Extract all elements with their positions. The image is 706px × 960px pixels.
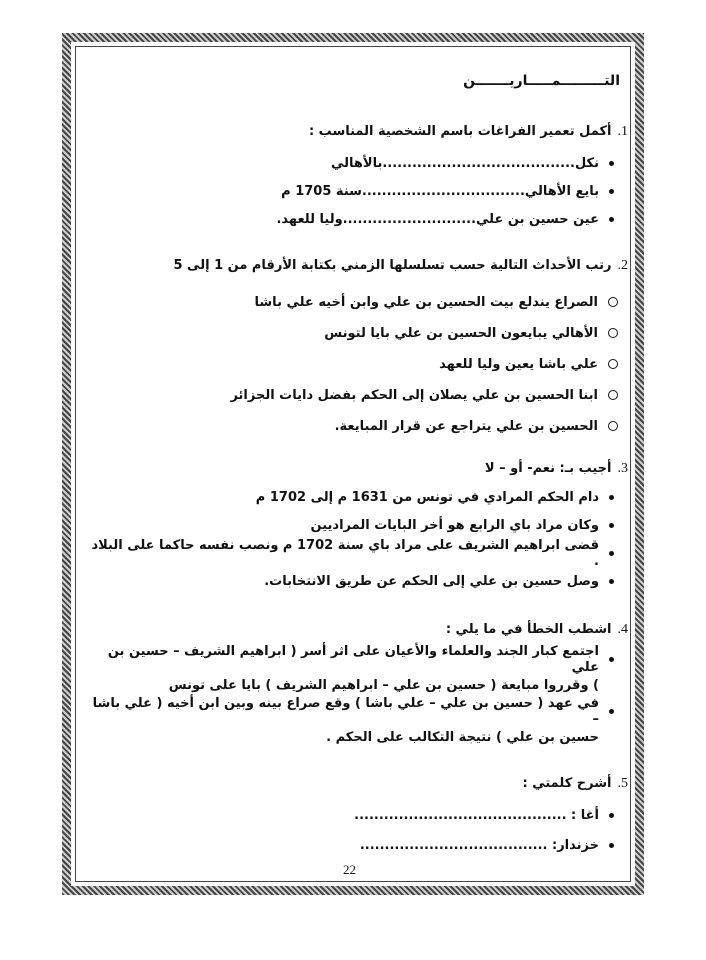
- page-number: 22: [343, 862, 356, 877]
- question-4-list: [88, 644, 628, 751]
- circle-icon: [608, 297, 618, 307]
- question-2-list: [88, 287, 628, 442]
- question-1: [88, 124, 628, 234]
- circle-icon: [608, 421, 618, 431]
- question-5: [88, 776, 628, 861]
- question-number: 1.: [617, 124, 628, 139]
- question-1-list: [88, 150, 628, 234]
- list-item: بايع الأهالي.................................سنة 1705 م: [88, 178, 628, 206]
- question-3-list: [88, 484, 628, 596]
- bullet-icon: [609, 161, 614, 166]
- bullet-icon: [609, 523, 614, 528]
- list-item-continuation: حسين بن علي ) نتيجة التكالب على الحكم .: [326, 730, 599, 745]
- list-item: عين حسين بن علي...........................وليا للعهد.: [88, 206, 628, 234]
- question-2: [88, 258, 628, 442]
- list-item: الأهالي يبايعون الحسين بن علي بايا لتونس: [88, 318, 628, 349]
- bullet-icon: [609, 709, 614, 714]
- list-item: خزندار: ......................................: [88, 831, 628, 861]
- worksheet-content: [88, 58, 628, 888]
- question-number: 4.: [617, 622, 628, 637]
- question-prompt: أشرح كلمتي :: [522, 776, 612, 791]
- bullet-icon: [609, 813, 614, 818]
- list-item: قضى ابراهيم الشريف على مراد باي سنة 1702 م ونصب نفسه حاكما على البلاد .: [88, 540, 628, 568]
- circle-icon: [608, 328, 618, 338]
- list-item: وكان مراد باي الرابع هو أخر البايات المراديين: [88, 512, 628, 540]
- question-prompt: اشطب الخطأ في ما يلي :: [445, 622, 612, 637]
- bullet-icon: [609, 217, 614, 222]
- bullet-icon: [609, 189, 614, 194]
- question-number: 3.: [617, 461, 628, 476]
- list-item: ابنا الحسين بن علي يصلان إلى الحكم بفضل دايات الجزائر: [88, 380, 628, 411]
- bullet-icon: [609, 579, 614, 584]
- question-4: [88, 622, 628, 751]
- question-prompt: أكمل تعمير الفراغات باسم الشخصية المناسب :: [308, 124, 612, 139]
- question-prompt: رتب الأحداث التالية حسب تسلسلها الزمني بكتابة الأرقام من 1 إلى 5: [173, 258, 612, 273]
- bullet-icon: [609, 495, 614, 500]
- list-item: دام الحكم المرادي في تونس من 1631 م إلى 1702 م: [88, 484, 628, 512]
- question-3: [88, 461, 628, 596]
- list-item: الحسين بن علي يتراجع عن قرار المبايعة.: [88, 411, 628, 442]
- list-item: اجتمع كبار الجند والعلماء والأعيان على اثر أسر ( ابراهيم الشريف – حسين بن علي: [88, 647, 628, 673]
- circle-icon: [608, 359, 618, 369]
- question-number: 5.: [617, 776, 628, 791]
- list-item: نكل.......................................بالأهالي: [88, 150, 628, 178]
- question-number: 2.: [617, 258, 628, 273]
- circle-icon: [608, 390, 618, 400]
- question-prompt: أجيب بـ: نعم- أو – لا: [484, 461, 612, 476]
- list-item: أغا : ...........................................: [88, 801, 628, 831]
- list-item: في عهد ( حسين بن علي – علي باشا ) وقع صراع بينه وبين ابن أخيه ( علي باشا –: [88, 699, 628, 725]
- list-item: وصل حسين بن علي إلى الحكم عن طريق الانتخابات.: [88, 568, 628, 596]
- bullet-icon: [609, 551, 614, 556]
- list-item: الصراع يندلع بيت الحسين بن علي وابن أخيه علي باشا: [88, 287, 628, 318]
- bullet-icon: [609, 843, 614, 848]
- page-title: التـــــــــمـــــاريـــــــن: [463, 73, 620, 89]
- bullet-icon: [609, 657, 614, 662]
- question-5-list: [88, 801, 628, 861]
- list-item: علي باشا يعين وليا للعهد: [88, 349, 628, 380]
- list-item-continuation: ) وقرروا مبايعة ( حسين بن علي – ابراهيم الشريف ) بايا على تونس: [168, 678, 599, 693]
